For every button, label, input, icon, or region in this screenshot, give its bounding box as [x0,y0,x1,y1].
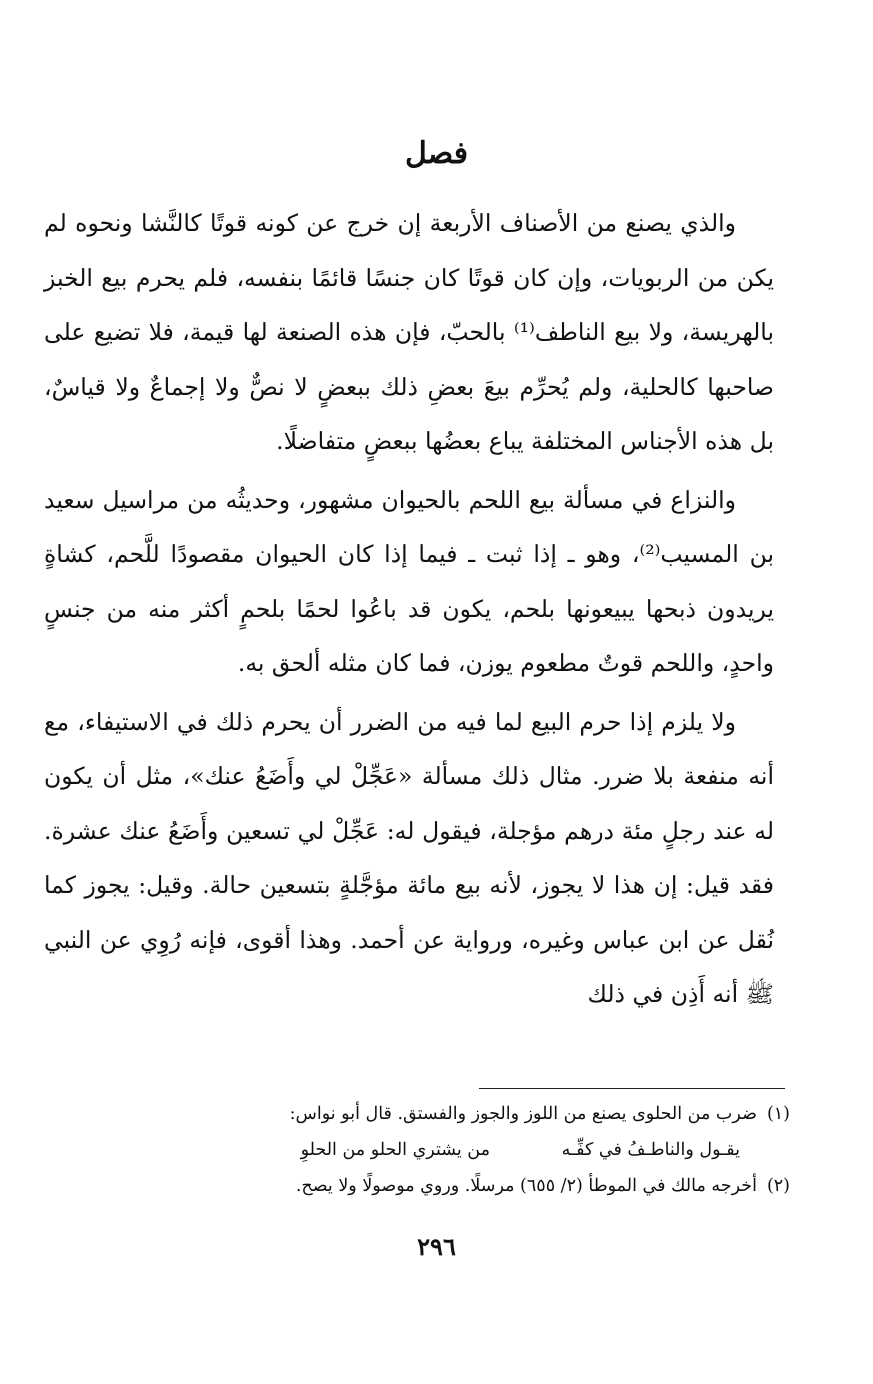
footnote-2 [110,1168,790,1204]
footnotes [110,1096,790,1204]
footnote-text: ضرب من الحلوى يصنع من اللوز والجوز والفستق. قال أبو نواس: [289,1104,757,1124]
footnote-1 [110,1096,790,1132]
paragraph-3: ولا يلزم إذا حرم البيع لما فيه من الضرر أن يحرم ذلك في الاستيفاء، مع أنه منفعة بلا ضرر. مثال ذلك مسألة «عَجِّلْ لي وأَضَعُ عنك»، مثل أن يكون له عند رجلٍ مئة درهم مؤجلة، فيقول له: عَجِّلْ لي تسعين وأَضَعُ عنك عشرة. فقد قيل: إن هذا لا يجوز، لأنه بيع مائة مؤجَّلةٍ بتسعين حالة. وقيل: يجوز كما نُقل عن ابن عباس وغيره، ورواية عن أحمد. وهذا أقوى، فإنه رُوِي عن النبي ﷺ أنه أَذِن في ذلك [44,707,774,1008]
verse-second-hemistich: من يشتري الحلو من الحلوِ [300,1140,490,1160]
footnote-text: أخرجه مالك في الموطأ (٢/ ٦٥٥) مرسلًا. وروي موصولًا ولا يصح. [295,1176,757,1196]
footnote-number: (١) [766,1104,790,1124]
main-text [44,196,774,1022]
footnote-number: (٢) [766,1176,790,1196]
page-number: ٢٩٦ [417,1232,456,1261]
footnote-separator [479,1088,785,1089]
paragraph-1: والذي يصنع من الأصناف الأربعة إن خرج عن كونه قوتًا كالنَّشا ونحوه لم يكن من الربويات، وإن كان قوتًا كان جنسًا قائمًا بنفسه، فلم يحرم بيع الخبز بالهريسة، ولا بيع الناطف⁽¹⁾ بالحبّ، فإن هذه الصنعة لها قيمة، فلا تضيع على صاحبها كالحلية، ولم يُحرِّم بيعَ بعضِ ذلك ببعضٍ لا نصٌّ ولا إجماعٌ ولا قياسٌ، بل هذه الأجناس المختلفة يباع بعضُها ببعضٍ متفاضلًا. [44,209,775,455]
section-heading: فصل [404,136,469,171]
paragraph-2: والنزاع في مسألة بيع اللحم بالحيوان مشهور، وحديثُه من مراسيل سعيد بن المسيب⁽²⁾، وهو ـ إذا ثبت ـ فيما إذا كان الحيوان مقصودًا للَّحم، كشاةٍ يريدون ذبحها يبيعونها بلحم، يكون قد باعُوا لحمًا بلحمٍ أكثر منه من جنسٍ واحدٍ، واللحم قوتٌ مطعوم يوزن، فما كان مثله ألحق به. [44,485,774,677]
verse-first-hemistich: يقـول والناطـفُ في كفِّـه [561,1140,740,1160]
poetry-verse [110,1132,790,1168]
